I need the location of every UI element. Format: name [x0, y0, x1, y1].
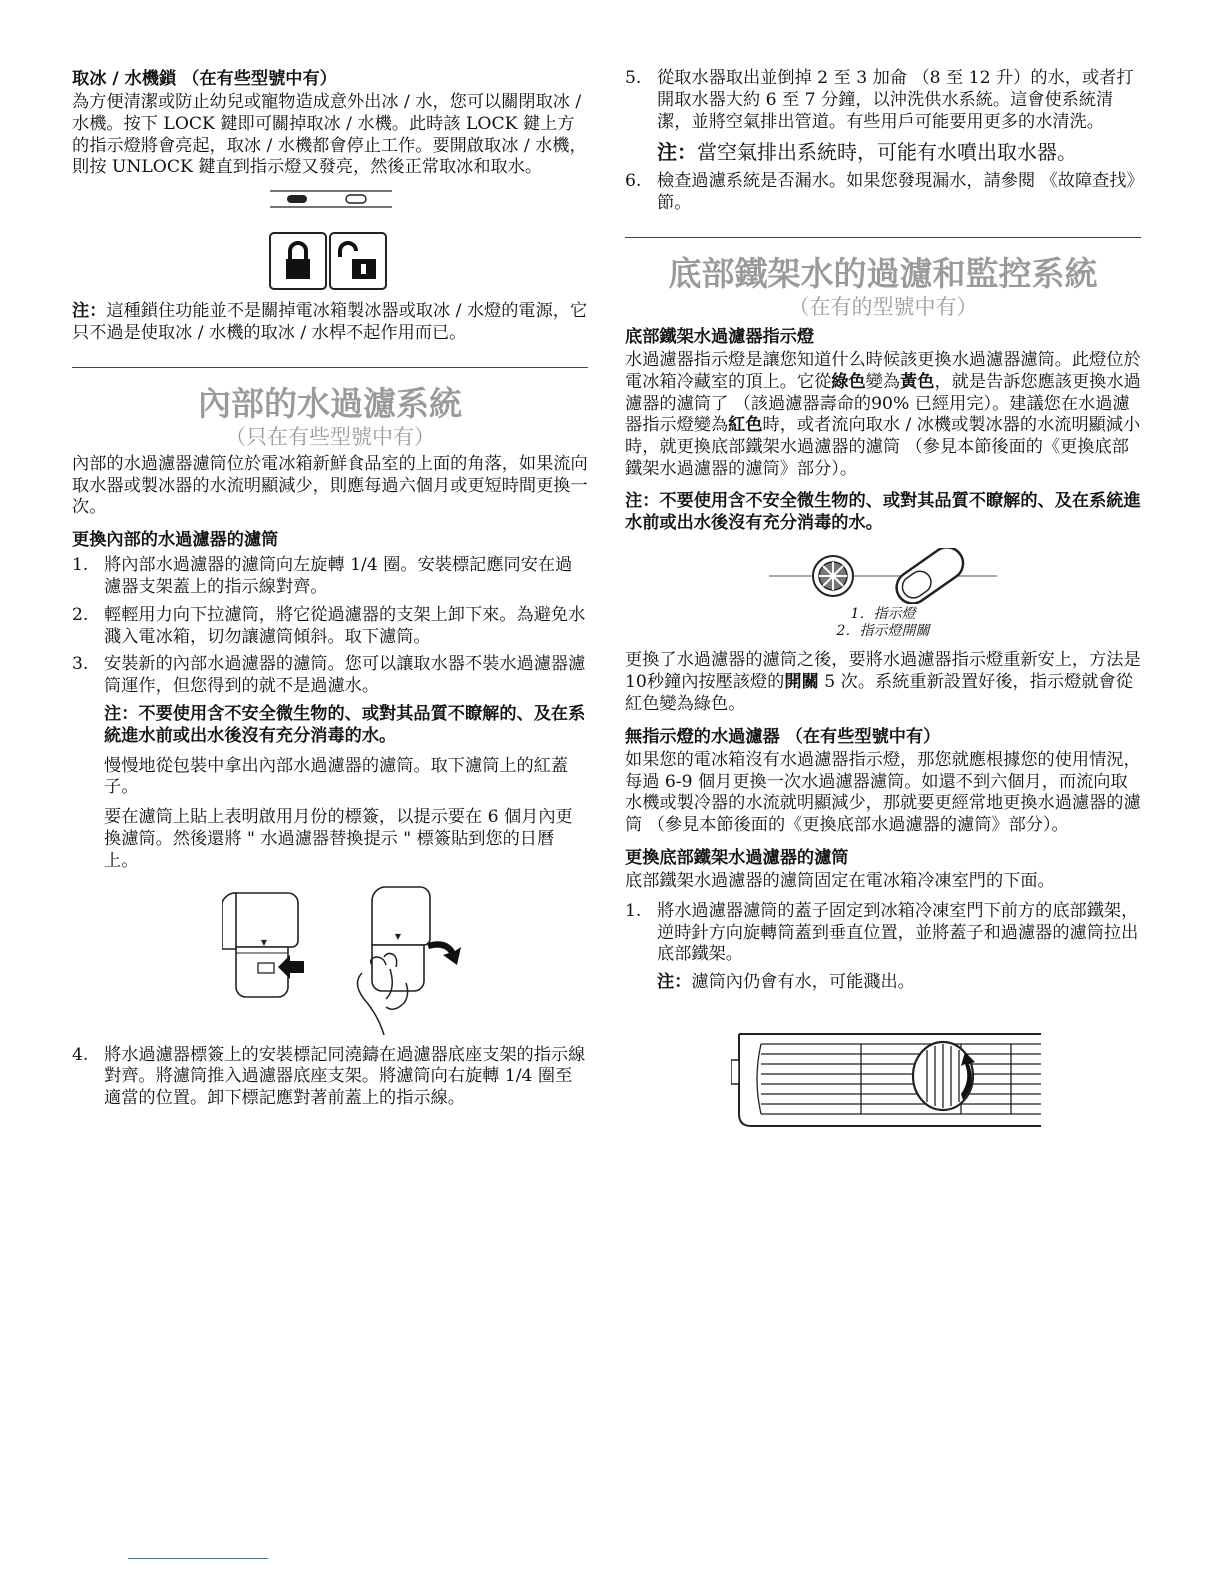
list-item: 1. 將水過濾器濾筒的蓋子固定到冰箱冷凍室門下前方的底部鐵架，逆時針方向旋轉筒蓋到垂直位置，並將蓋子和過濾器的濾筒拉出底部鐵架。 注：濾筒內仍會有水，可能濺出。	[625, 901, 1141, 994]
indicator-heading: 底部鐵架水過濾器指示燈	[625, 326, 815, 347]
internal-steps-list-cont	[72, 1045, 588, 1110]
svg-text:▼: ▼	[394, 931, 402, 941]
lock-note	[72, 301, 588, 345]
list-item: 2. 輕輕用力向下拉濾筒，將它從過濾器的支架上卸下來。為避免水濺入電冰箱，切勿讓濾筒傾斜。取下濾筒。	[72, 604, 586, 647]
internal-filter-title: 內部的水過濾系統	[198, 383, 462, 423]
footer-rule	[128, 1558, 268, 1559]
no-indicator-body: 如果您的電冰箱沒有水過濾器指示燈，那您就應根據您的使用情況，每過 6-9 個月更換一次水過濾器濾筒。如還不到六個月，而流向取水機或製冷器的水流就明顯減少，那就要更經常地更換水過濾器的濾筒 （參見本節後面的《更換底部水過濾器的濾筒》部分）。	[625, 749, 1141, 836]
step3-para1: 慢慢地從包裝中拿出內部水過濾器的濾筒。取下濾筒上的紅蓋子。	[104, 755, 569, 798]
replace-base-body: 底部鐵架水過濾器的濾筒固定在電冰箱冷凍室門的下面。	[625, 870, 1055, 891]
internal-steps-list	[72, 555, 588, 872]
caption-1: 1．指示燈	[850, 606, 916, 623]
step5-note: 注：當空氣排出系統時，可能有水噴出取水器。	[657, 140, 1077, 165]
list-item: 4. 將水過濾器標簽上的安裝標記同澆鑄在過濾器底座支架的指示線對齊。將濾筒推入過濾器底座支架。將濾筒向右旋轉 1/4 圈至適當的位置。卸下標記應對著前蓋上的指示線。	[72, 1044, 586, 1109]
section-divider	[72, 367, 588, 368]
list-item: 6. 檢查過濾系統是否漏水。如果您發現漏水，請參閱 《故障查找》節。	[625, 171, 1136, 214]
lock-note-text: 這種鎖住功能並不是關掉電冰箱製冰器或取冰 / 水燈的電源，它只不過是使取冰 / 水機的取冰 / 水桿不起作用而已。	[72, 301, 588, 343]
list-item: 1. 將內部水過濾器的濾筒向左旋轉 1/4 圈。安裝標記應同安在過濾器支架蓋上的指示線對齊。	[72, 555, 573, 597]
base-filter-subtitle: （在有的型號中有）	[788, 294, 978, 319]
lock-heading: 取冰 / 水機鎖 （在有些型號中有）	[72, 69, 337, 89]
left-column	[72, 62, 588, 1110]
internal-filter-subtitle: （只在有些型號中有）	[225, 424, 435, 449]
caption-2: 2．指示燈開關	[836, 623, 930, 640]
lock-panel-illustration	[266, 187, 396, 293]
svg-text:▼: ▼	[260, 937, 268, 947]
lock-body: 為方便清潔或防止幼兒或寵物造成意外出冰 / 水，您可以關閉取冰 / 水機。按下 LOCK 鍵即可關掉取冰 / 水機。此時該 LOCK 鍵上方的指示燈將會亮起，取冰 / 水機都會停止工作。要開啟取冰 / 水機，則按 UNLOCK 鍵直到指示燈又發亮，然後正常取冰和取水。	[72, 92, 587, 178]
reset-body: 更換了水過濾器的濾筒之後，要將水過濾器指示燈重新安上，方法是 10秒鐘內按壓該燈的開關 5 次。系統重新設置好後，指示燈就會從紅色變為綠色。	[625, 650, 1141, 714]
internal-filter-body: 內部的水過濾器濾筒位於電冰箱新鮮食品室的上面的角落，如果流向取水器或製冰器的水流明顯減少，則應每過六個月或更短時間更換一次。	[72, 453, 588, 518]
no-indicator-heading: 無指示燈的水過濾器 （在有些型號中有）	[625, 726, 941, 747]
base-grille-illustration	[731, 1030, 1043, 1134]
section-divider	[625, 237, 1141, 238]
indicator-body: 水過濾器指示燈是讓您知道什么時候該更換水過濾器濾筒。此燈位於電冰箱冷藏室的頂上。它從綠色變為黃色，就是告訴您應該更換水過濾器的濾筒了 （該過濾器壽命的90% 已經用完）。建議您在水過濾器指示燈變為紅色時，或者流向取水 / 冰機或製冰器的水流明顯減小時，就更換底部鐵架水過濾器的濾筒 （參見本節後面的《更換底部鐵架水過濾器的濾筒》部分）。	[625, 349, 1141, 479]
list-item: 3. 安裝新的內部水過濾器的濾筒。您可以讓取水器不裝水過濾器濾筒運作，但您得到的就不是過濾水。 注：不要使用含不安全微生物的、或對其品質不瞭解的、及在系統進水前或出水後沒有充分消毒的水。 慢慢地從包裝中拿出內部水過濾器的濾筒。取下濾筒上的紅蓋子。 要在濾筒上貼上表明啟用月份的標簽，以提示要在 6 個月內更換濾筒。然後還將 " 水過濾器替換提示 " 標簽貼到您的日曆上。	[72, 654, 588, 872]
step3-note: 注：不要使用含不安全微生物的、或對其品質不瞭解的、及在系統進水前或出水後沒有充分消毒的水。	[104, 703, 586, 746]
base-filter-title: 底部鐵架水的過濾和監控系統	[668, 253, 1098, 293]
internal-steps-list-right	[625, 68, 1141, 215]
filter-cartridge-illustration	[222, 883, 472, 1035]
lock-note-label: 注：	[72, 301, 107, 322]
base-note: 注：不要使用含不安全微生物的、或對其品質不瞭解的、及在系統進水前或出水後沒有充分消毒的水。	[625, 490, 1141, 533]
step3-para2: 要在濾筒上貼上表明啟用月份的標簽，以提示要在 6 個月內更換濾筒。然後還將 " 水過濾器替換提示 " 標簽貼到您的日曆上。	[104, 807, 573, 871]
replace-internal-heading: 更換內部的水過濾器的濾筒	[72, 530, 279, 551]
base-step1-note: 注：濾筒內仍會有水，可能濺出。	[657, 972, 915, 993]
list-item: 5. 從取水器取出並倒掉 2 至 3 加侖 （8 至 12 升）的水，或者打開取水器大約 6 至 7 分鐘，以沖洗供水系統。這會使系統清潔，並將空氣排出管道。有些用戶可能要用更多的水清洗。 注：當空氣排出系統時，可能有水噴出取水器。	[625, 68, 1141, 165]
right-column	[625, 62, 1141, 1134]
base-steps-list	[625, 901, 1141, 994]
replace-base-heading: 更換底部鐵架水過濾器的濾筒	[625, 847, 849, 868]
indicator-light-illustration	[769, 548, 999, 604]
